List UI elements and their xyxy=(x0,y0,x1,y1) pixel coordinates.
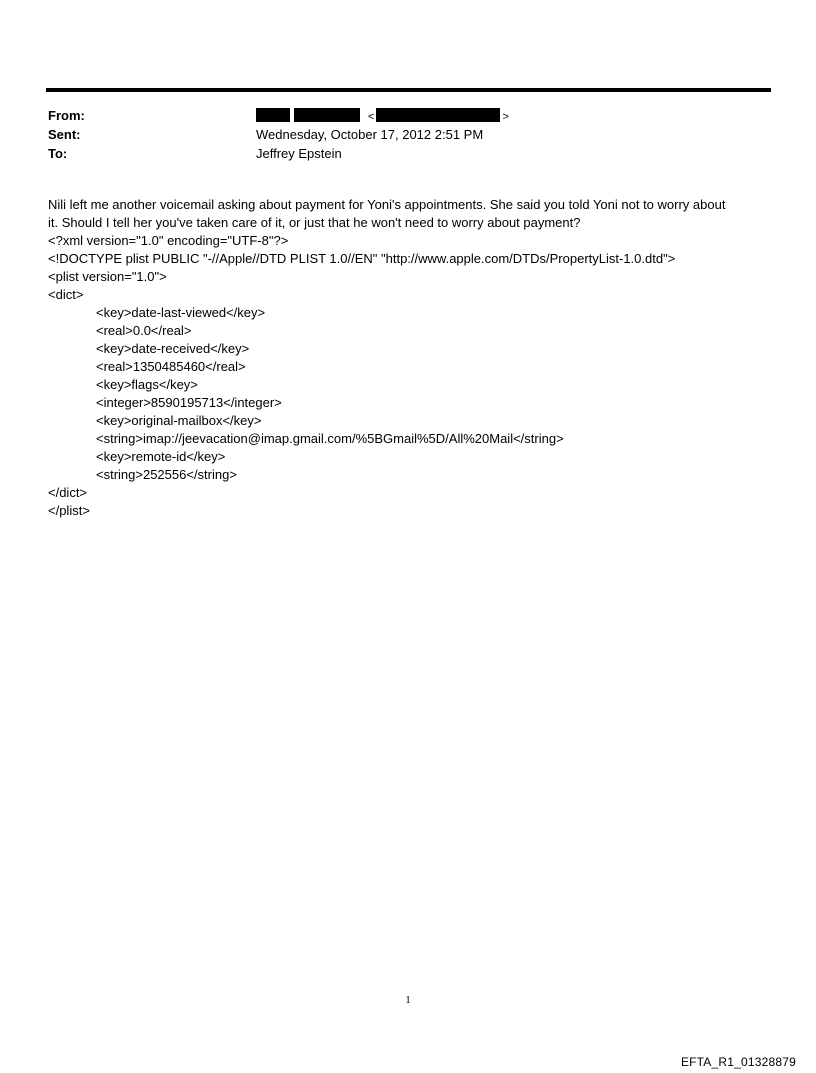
sent-label: Sent: xyxy=(48,127,81,142)
plist-line: <?xml version="1.0" encoding="UTF-8"?> xyxy=(48,233,289,248)
email-body xyxy=(48,196,768,520)
header-divider xyxy=(46,88,771,92)
message-line: it. Should I tell her you've taken care of it, or just that he won't need to worry about payment? xyxy=(48,215,581,230)
to-label: To: xyxy=(48,146,68,161)
plist-dict-line: <real>0.0</real> xyxy=(96,323,192,338)
sent-row xyxy=(48,125,768,144)
plist-dict-line: <key>original-mailbox</key> xyxy=(96,413,262,428)
page-number: 1 xyxy=(405,994,411,1006)
sent-value: Wednesday, October 17, 2012 2:51 PM xyxy=(256,127,484,142)
to-value: Jeffrey Epstein xyxy=(256,146,342,161)
plist-line: <plist version="1.0"> xyxy=(48,269,167,284)
plist-dict-line: <string>252556</string> xyxy=(96,467,237,482)
from-label: From: xyxy=(48,108,85,123)
plist-dict-line: <key>flags</key> xyxy=(96,377,198,392)
redaction-block xyxy=(294,108,360,122)
plist-dict-line: <key>date-last-viewed</key> xyxy=(96,305,266,320)
bates-number: EFTA_R1_01328879 xyxy=(680,1055,796,1069)
plist-dict-line: <key>date-received</key> xyxy=(96,341,250,356)
plist-dict-line: <key>remote-id</key> xyxy=(96,449,226,464)
plist-dict-line: <string>imap://jeevacation@imap.gmail.com/%5BGmail%5D/All%20Mail</string> xyxy=(96,431,564,446)
to-row xyxy=(48,144,768,163)
plist-line: <dict> xyxy=(48,287,84,302)
plist-line: </dict> xyxy=(48,485,88,500)
from-row xyxy=(48,106,768,125)
plist-dict-line: <integer>8590195713</integer> xyxy=(96,395,282,410)
plist-dict-line: <real>1350485460</real> xyxy=(96,359,246,374)
redaction-block xyxy=(256,108,290,122)
from-email-close: > xyxy=(502,111,509,123)
email-header xyxy=(48,106,768,163)
message-line: Nili left me another voicemail asking about payment for Yoni's appointments. She said you told Yoni not to worry about xyxy=(48,197,726,212)
from-value xyxy=(256,106,511,127)
plist-line: </plist> xyxy=(48,503,90,518)
redaction-block xyxy=(376,108,500,122)
plist-line: <!DOCTYPE plist PUBLIC "-//Apple//DTD PLIST 1.0//EN" "http://www.apple.com/DTDs/PropertyList-1.0.dtd"> xyxy=(48,251,676,266)
from-email-open: < xyxy=(368,111,375,123)
